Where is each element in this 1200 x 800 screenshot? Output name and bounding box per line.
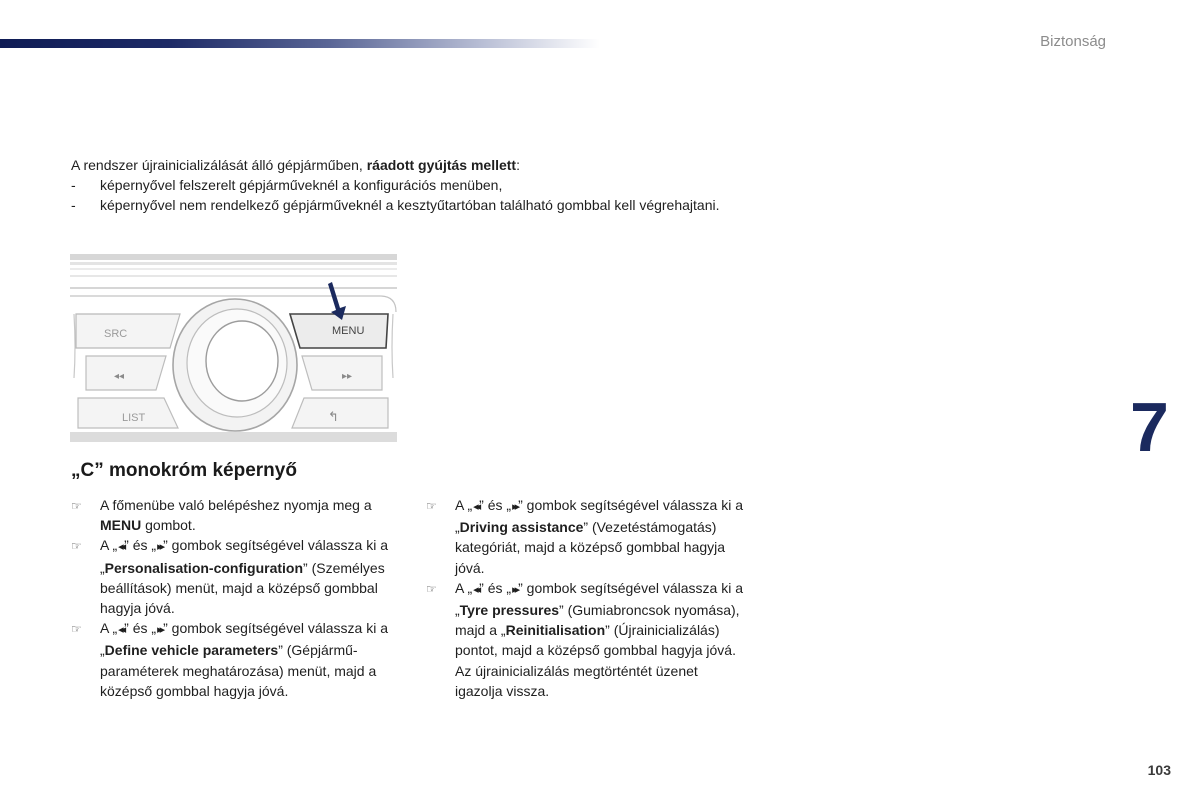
intro-list-item [71,175,731,195]
back-button [292,398,388,428]
header-accent-bar [0,39,600,48]
step-item [426,578,746,701]
src-button [76,314,180,348]
hand-pointer-icon: ☞ [71,539,82,554]
dash-bullet: - [71,197,76,213]
rewind-button [86,356,166,390]
rewind-icon: ◂◂ [118,541,124,554]
step-text: ” (Vezetéstámogatás) kategóriát, majd a középső gombbal hagyja jóvá. [455,519,726,576]
center-button [206,321,278,401]
intro-list-item [71,195,731,215]
chapter-number: 7 [1130,388,1169,466]
dash-bullet: - [71,177,76,193]
step-text: ” gombok segítségével válassza ki a „ [455,497,743,536]
step-text: A „ [455,497,473,513]
step-text: ” (Gumiabroncsok nyomása), majd a „ [455,602,740,639]
back-icon: ↰ [328,410,339,425]
hand-pointer-icon: ☞ [71,499,82,513]
rewind-icon: ◂◂ [473,501,479,513]
step-bold: Personalisation-configuration [104,559,304,576]
page-number: 103 [1147,762,1171,778]
forward-icon: ▸▸ [512,501,518,513]
step-item [426,495,746,578]
step-bold: Tyre pressures [459,602,560,619]
intro-bold: ráadott gyújtás mellett [366,157,517,173]
section-heading: „C” monokróm képernyő [71,460,297,481]
rewind-icon: ◂◂ [118,624,124,637]
step-item [71,495,391,535]
step-bold: Reinitialisation [505,622,606,639]
intro-colon: : [516,157,520,173]
forward-icon: ▸▸ [157,541,163,554]
rewind-icon: ◂◂ [114,371,125,382]
step-text: A „ [100,537,118,554]
step-text: ” gombok segítségével válassza ki a „ [455,579,743,619]
rewind-icon: ◂◂ [473,583,479,596]
left-steps-column [71,495,391,701]
forward-icon: ▸▸ [342,371,353,382]
intro-line [71,155,731,175]
section-title: Biztonság [1040,33,1106,50]
step-text: ” (Gépjármű-paraméterek meghatározása) menüt, majd a középső gombbal hagyja jóvá. [100,642,377,699]
forward-icon: ▸▸ [512,583,518,596]
step-text: ” és „ [479,497,512,513]
hand-pointer-icon: ☞ [426,581,437,596]
right-steps-column [426,495,746,701]
step-text: Az újrainicializálás megtörténtét üzenet igazolja vissza. [455,662,698,699]
src-button-label: SRC [104,328,128,340]
radio-panel-illustration [70,252,397,442]
step-bold: Define vehicle parameters [104,642,279,659]
forward-icon: ▸▸ [157,624,163,637]
step-text: ” (Újrainicializálás) pontot, majd a középső gombbal hagyja jóvá. [455,622,736,659]
step-text: A „ [455,579,473,596]
step-text: ” és „ [124,537,157,554]
menu-button-label: MENU [332,325,365,337]
list-button-label: LIST [122,412,146,424]
step-text: gombot. [141,517,196,534]
intro-paragraph [71,155,731,215]
step-bold: Driving assistance [459,519,584,536]
intro-text: A rendszer újrainicializálását álló gépjárműben, [71,157,367,173]
step-item [71,535,391,618]
hand-pointer-icon: ☞ [426,499,437,513]
intro-item-text: képernyővel nem rendelkező gépjárműveknél a kesztyűtartóban található gombbal kell végrehajtani. [100,197,720,213]
step-bold: MENU [100,517,142,534]
step-text: ” és „ [124,620,157,637]
step-text: ” és „ [479,579,512,596]
hand-pointer-icon: ☞ [71,622,82,637]
step-text: ” (Személyes beállítások) menüt, majd a középső gombbal hagyja jóvá. [100,559,385,617]
step-text: A „ [100,620,118,637]
step-text: ” gombok segítségével válassza ki a „ [100,537,388,576]
step-item [71,618,391,701]
step-text: A főmenübe való belépéshez nyomja meg a [100,497,372,513]
step-text: ” gombok segítségével válassza ki a „ [100,620,388,659]
intro-item-text: képernyővel felszerelt gépjárműveknél a konfigurációs menüben, [100,177,503,193]
